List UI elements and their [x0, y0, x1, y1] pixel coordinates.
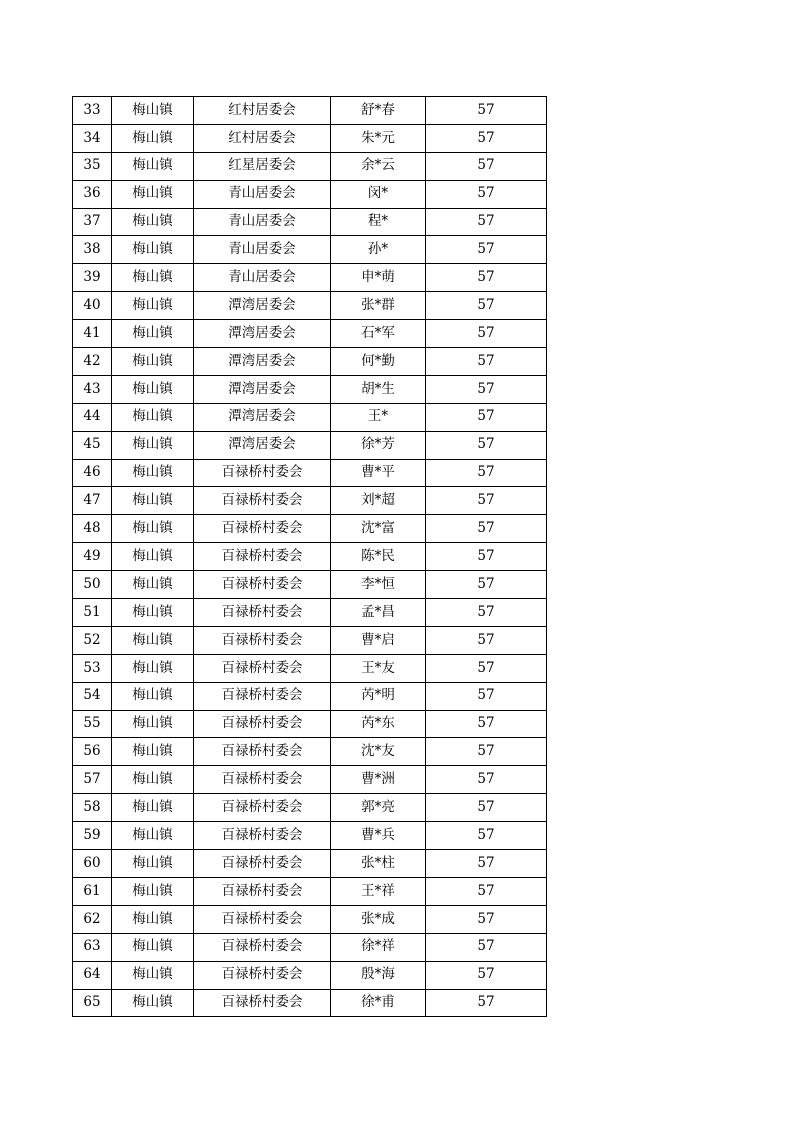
- row-number-cell: 53: [73, 654, 112, 682]
- person-name-cell: 石*军: [331, 320, 426, 348]
- person-name-cell: 郭*亮: [331, 794, 426, 822]
- town-cell: 梅山镇: [112, 124, 194, 152]
- value-cell: 57: [426, 264, 547, 292]
- person-name-cell: 闵*: [331, 180, 426, 208]
- value-cell: 57: [426, 543, 547, 571]
- committee-cell: 潭湾居委会: [194, 320, 331, 348]
- committee-cell: 百禄桥村委会: [194, 794, 331, 822]
- table-row: [73, 264, 547, 292]
- person-name-cell: 张*成: [331, 905, 426, 933]
- table-row: [73, 403, 547, 431]
- row-number-cell: 38: [73, 236, 112, 264]
- value-cell: 57: [426, 626, 547, 654]
- table-row: [73, 877, 547, 905]
- committee-cell: 青山居委会: [194, 236, 331, 264]
- row-number-cell: 41: [73, 320, 112, 348]
- town-cell: 梅山镇: [112, 208, 194, 236]
- table-row: [73, 738, 547, 766]
- table-row: [73, 794, 547, 822]
- committee-cell: 百禄桥村委会: [194, 487, 331, 515]
- town-cell: 梅山镇: [112, 794, 194, 822]
- town-cell: 梅山镇: [112, 905, 194, 933]
- town-cell: 梅山镇: [112, 515, 194, 543]
- committee-cell: 百禄桥村委会: [194, 766, 331, 794]
- person-name-cell: 沈*富: [331, 515, 426, 543]
- row-number-cell: 49: [73, 543, 112, 571]
- committee-cell: 百禄桥村委会: [194, 822, 331, 850]
- committee-cell: 百禄桥村委会: [194, 459, 331, 487]
- value-cell: 57: [426, 850, 547, 878]
- committee-cell: 百禄桥村委会: [194, 654, 331, 682]
- value-cell: 57: [426, 124, 547, 152]
- person-name-cell: 徐*祥: [331, 933, 426, 961]
- town-cell: 梅山镇: [112, 152, 194, 180]
- committee-cell: 百禄桥村委会: [194, 515, 331, 543]
- person-name-cell: 徐*甫: [331, 989, 426, 1017]
- row-number-cell: 35: [73, 152, 112, 180]
- person-name-cell: 李*恒: [331, 571, 426, 599]
- row-number-cell: 40: [73, 292, 112, 320]
- table-row: [73, 459, 547, 487]
- table-row: [73, 292, 547, 320]
- value-cell: 57: [426, 933, 547, 961]
- row-number-cell: 45: [73, 431, 112, 459]
- town-cell: 梅山镇: [112, 180, 194, 208]
- row-number-cell: 36: [73, 180, 112, 208]
- town-cell: 梅山镇: [112, 97, 194, 125]
- person-name-cell: 曹*兵: [331, 822, 426, 850]
- row-number-cell: 46: [73, 459, 112, 487]
- person-name-cell: 申*萌: [331, 264, 426, 292]
- committee-cell: 百禄桥村委会: [194, 738, 331, 766]
- person-name-cell: 胡*生: [331, 375, 426, 403]
- row-number-cell: 51: [73, 599, 112, 627]
- town-cell: 梅山镇: [112, 459, 194, 487]
- table-row: [73, 961, 547, 989]
- committee-cell: 潭湾居委会: [194, 431, 331, 459]
- committee-cell: 百禄桥村委会: [194, 571, 331, 599]
- town-cell: 梅山镇: [112, 877, 194, 905]
- value-cell: 57: [426, 515, 547, 543]
- committee-cell: 红村居委会: [194, 124, 331, 152]
- person-name-cell: 徐*芳: [331, 431, 426, 459]
- town-cell: 梅山镇: [112, 710, 194, 738]
- row-number-cell: 48: [73, 515, 112, 543]
- table-row: [73, 431, 547, 459]
- committee-cell: 潭湾居委会: [194, 348, 331, 376]
- row-number-cell: 63: [73, 933, 112, 961]
- table-row: [73, 599, 547, 627]
- committee-cell: 红村居委会: [194, 97, 331, 125]
- town-cell: 梅山镇: [112, 236, 194, 264]
- row-number-cell: 37: [73, 208, 112, 236]
- table-row: [73, 850, 547, 878]
- person-name-cell: 余*云: [331, 152, 426, 180]
- town-cell: 梅山镇: [112, 543, 194, 571]
- town-cell: 梅山镇: [112, 933, 194, 961]
- row-number-cell: 62: [73, 905, 112, 933]
- town-cell: 梅山镇: [112, 850, 194, 878]
- table-row: [73, 487, 547, 515]
- town-cell: 梅山镇: [112, 320, 194, 348]
- committee-cell: 百禄桥村委会: [194, 850, 331, 878]
- person-name-cell: 张*群: [331, 292, 426, 320]
- town-cell: 梅山镇: [112, 264, 194, 292]
- row-number-cell: 56: [73, 738, 112, 766]
- table-row: [73, 320, 547, 348]
- town-cell: 梅山镇: [112, 626, 194, 654]
- person-name-cell: 王*祥: [331, 877, 426, 905]
- row-number-cell: 65: [73, 989, 112, 1017]
- town-cell: 梅山镇: [112, 766, 194, 794]
- value-cell: 57: [426, 292, 547, 320]
- committee-cell: 百禄桥村委会: [194, 905, 331, 933]
- row-number-cell: 64: [73, 961, 112, 989]
- value-cell: 57: [426, 180, 547, 208]
- person-name-cell: 曹*平: [331, 459, 426, 487]
- person-name-cell: 刘*超: [331, 487, 426, 515]
- table-row: [73, 710, 547, 738]
- row-number-cell: 33: [73, 97, 112, 125]
- town-cell: 梅山镇: [112, 961, 194, 989]
- person-name-cell: 曹*启: [331, 626, 426, 654]
- person-name-cell: 曹*洲: [331, 766, 426, 794]
- committee-cell: 红星居委会: [194, 152, 331, 180]
- committee-cell: 百禄桥村委会: [194, 961, 331, 989]
- roster-table-body: [73, 97, 547, 1017]
- table-row: [73, 236, 547, 264]
- person-name-cell: 陈*民: [331, 543, 426, 571]
- value-cell: 57: [426, 710, 547, 738]
- table-row: [73, 543, 547, 571]
- table-row: [73, 208, 547, 236]
- row-number-cell: 42: [73, 348, 112, 376]
- row-number-cell: 58: [73, 794, 112, 822]
- town-cell: 梅山镇: [112, 487, 194, 515]
- row-number-cell: 39: [73, 264, 112, 292]
- town-cell: 梅山镇: [112, 682, 194, 710]
- committee-cell: 百禄桥村委会: [194, 989, 331, 1017]
- value-cell: 57: [426, 152, 547, 180]
- table-row: [73, 375, 547, 403]
- table-row: [73, 933, 547, 961]
- person-name-cell: 沈*友: [331, 738, 426, 766]
- value-cell: 57: [426, 320, 547, 348]
- value-cell: 57: [426, 431, 547, 459]
- person-name-cell: 张*柱: [331, 850, 426, 878]
- table-row: [73, 348, 547, 376]
- person-name-cell: 何*勤: [331, 348, 426, 376]
- table-row: [73, 682, 547, 710]
- person-name-cell: 程*: [331, 208, 426, 236]
- table-row: [73, 124, 547, 152]
- town-cell: 梅山镇: [112, 738, 194, 766]
- value-cell: 57: [426, 738, 547, 766]
- roster-table: [72, 96, 547, 1017]
- row-number-cell: 54: [73, 682, 112, 710]
- table-row: [73, 571, 547, 599]
- person-name-cell: 孙*: [331, 236, 426, 264]
- town-cell: 梅山镇: [112, 375, 194, 403]
- value-cell: 57: [426, 375, 547, 403]
- value-cell: 57: [426, 654, 547, 682]
- value-cell: 57: [426, 348, 547, 376]
- value-cell: 57: [426, 236, 547, 264]
- committee-cell: 百禄桥村委会: [194, 710, 331, 738]
- committee-cell: 百禄桥村委会: [194, 626, 331, 654]
- committee-cell: 百禄桥村委会: [194, 933, 331, 961]
- table-row: [73, 626, 547, 654]
- value-cell: 57: [426, 459, 547, 487]
- table-row: [73, 822, 547, 850]
- value-cell: 57: [426, 877, 547, 905]
- row-number-cell: 55: [73, 710, 112, 738]
- table-row: [73, 905, 547, 933]
- table-row: [73, 97, 547, 125]
- value-cell: 57: [426, 794, 547, 822]
- value-cell: 57: [426, 571, 547, 599]
- town-cell: 梅山镇: [112, 292, 194, 320]
- row-number-cell: 59: [73, 822, 112, 850]
- value-cell: 57: [426, 403, 547, 431]
- value-cell: 57: [426, 822, 547, 850]
- value-cell: 57: [426, 766, 547, 794]
- town-cell: 梅山镇: [112, 989, 194, 1017]
- table-row: [73, 180, 547, 208]
- table-row: [73, 654, 547, 682]
- row-number-cell: 61: [73, 877, 112, 905]
- person-name-cell: 殷*海: [331, 961, 426, 989]
- value-cell: 57: [426, 682, 547, 710]
- committee-cell: 百禄桥村委会: [194, 543, 331, 571]
- row-number-cell: 60: [73, 850, 112, 878]
- person-name-cell: 孟*昌: [331, 599, 426, 627]
- person-name-cell: 王*友: [331, 654, 426, 682]
- town-cell: 梅山镇: [112, 403, 194, 431]
- town-cell: 梅山镇: [112, 822, 194, 850]
- row-number-cell: 52: [73, 626, 112, 654]
- value-cell: 57: [426, 989, 547, 1017]
- person-name-cell: 芮*明: [331, 682, 426, 710]
- committee-cell: 潭湾居委会: [194, 403, 331, 431]
- committee-cell: 青山居委会: [194, 264, 331, 292]
- person-name-cell: 王*: [331, 403, 426, 431]
- town-cell: 梅山镇: [112, 348, 194, 376]
- committee-cell: 潭湾居委会: [194, 292, 331, 320]
- value-cell: 57: [426, 905, 547, 933]
- table-row: [73, 152, 547, 180]
- table-row: [73, 766, 547, 794]
- value-cell: 57: [426, 599, 547, 627]
- value-cell: 57: [426, 961, 547, 989]
- committee-cell: 青山居委会: [194, 180, 331, 208]
- row-number-cell: 34: [73, 124, 112, 152]
- committee-cell: 百禄桥村委会: [194, 682, 331, 710]
- row-number-cell: 47: [73, 487, 112, 515]
- person-name-cell: 舒*春: [331, 97, 426, 125]
- value-cell: 57: [426, 208, 547, 236]
- committee-cell: 潭湾居委会: [194, 375, 331, 403]
- row-number-cell: 57: [73, 766, 112, 794]
- row-number-cell: 43: [73, 375, 112, 403]
- town-cell: 梅山镇: [112, 654, 194, 682]
- committee-cell: 百禄桥村委会: [194, 877, 331, 905]
- town-cell: 梅山镇: [112, 571, 194, 599]
- person-name-cell: 朱*元: [331, 124, 426, 152]
- row-number-cell: 50: [73, 571, 112, 599]
- row-number-cell: 44: [73, 403, 112, 431]
- value-cell: 57: [426, 97, 547, 125]
- value-cell: 57: [426, 487, 547, 515]
- person-name-cell: 芮*东: [331, 710, 426, 738]
- table-row: [73, 515, 547, 543]
- committee-cell: 青山居委会: [194, 208, 331, 236]
- town-cell: 梅山镇: [112, 431, 194, 459]
- committee-cell: 百禄桥村委会: [194, 599, 331, 627]
- table-row: [73, 989, 547, 1017]
- town-cell: 梅山镇: [112, 599, 194, 627]
